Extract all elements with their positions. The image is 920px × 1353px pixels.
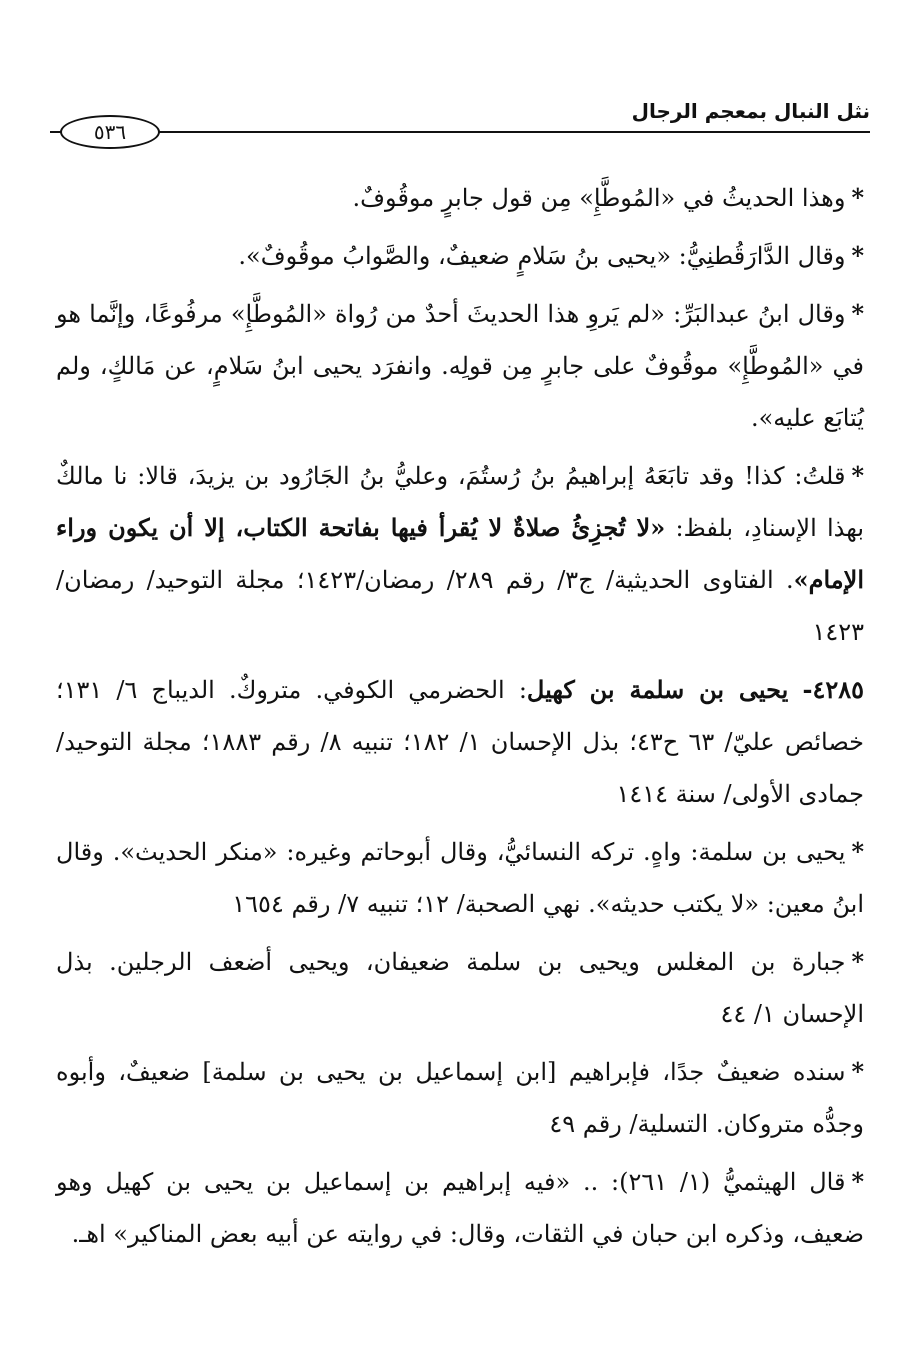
paragraph-6 <box>56 826 864 930</box>
paragraph-text: قال الهيثميُّ (١/ ٢٦١): .. «فيه إبراهيم بن إسماعيل بن يحيى بن كهيل وهو ضعيف، وذكره ابن حبان في الثقات، وقال: في روايته عن أبيه بعض المناكير» اهـ. <box>56 1168 864 1248</box>
narrator-name: يحيى بن سلمة بن كهيل <box>526 675 789 704</box>
paragraph-text: وقال ابنُ عبدالبَرِّ: «لم يَروِ هذا الحديثَ أحدٌ من رُواة «المُوطَّإِ» مرفُوعًا، وإنَّما هو في «المُوطَّإِ» موقُوفٌ على جابرٍ مِن قولِه. وانفرَد يحيى ابنُ سَلامٍ، عن مَالكٍ، ولم يُتابَع عليه». <box>56 300 864 432</box>
paragraph-text: وقال الدَّارَقُطنِيُّ: «يحيى بنُ سَلامٍ ضعيفٌ، والصَّوابُ موقُوفٌ». <box>238 242 846 270</box>
paragraph-text: : الحضرمي الكوفي. متروكٌ. الديباج ٦/ ١٣١؛ خصائص عليّ/ ٦٣ ح٤٣؛ بذل الإحسان ١/ ١٨٢؛ تنبيه ٨/ رقم ١٨٨٣؛ مجلة التوحيد/ جمادى الأولى/ سنة ١٤١٤ <box>56 676 864 808</box>
bullet-star: * <box>851 183 864 212</box>
paragraph-text: وهذا الحديثُ في «المُوطَّإِ» مِن قول جابرٍ موقُوفٌ. <box>352 184 846 212</box>
page-body <box>56 172 864 1266</box>
bullet-star: * <box>851 1167 864 1196</box>
paragraph-7 <box>56 936 864 1040</box>
page-number: ٥٣٦ <box>60 115 160 149</box>
paragraph-text: . الفتاوى الحديثية/ ج٣/ رقم ٢٨٩/ رمضان/١٤٢٣؛ مجلة التوحيد/ رمضان/١٤٢٣ <box>56 566 864 646</box>
bullet-star: * <box>851 1057 865 1086</box>
paragraph-4 <box>56 450 864 658</box>
paragraph-text: جبارة بن المغلس ويحيى بن سلمة ضعيفان، ويحيى أضعف الرجلين. بذل الإحسان ١/ ٤٤ <box>56 948 864 1028</box>
entry-4285 <box>56 664 864 820</box>
bullet-star: * <box>851 947 864 976</box>
paragraph-text: يحيى بن سلمة: واهٍ. تركه النسائيُّ، وقال أبوحاتم وغيره: «منكر الحديث». وقال ابنُ معين: «لا يكتب حديثه». نهي الصحبة/ ١٢؛ تنبيه ٧/ رقم ١٦٥٤ <box>56 838 864 918</box>
hadith-quote: «لا تُجزِئُ صلاةٌ لا يُقرأ فيها بفاتحة الكتاب، إلا أن يكون وراء الإمام» <box>56 513 864 594</box>
bullet-star: * <box>851 299 864 328</box>
paragraph-8 <box>56 1046 864 1150</box>
entry-number: ٤٢٨٥- <box>802 675 864 704</box>
running-title: نثل النبال بمعجم الرجال <box>631 99 870 123</box>
paragraph-1 <box>56 172 864 224</box>
paragraph-9 <box>56 1156 864 1260</box>
paragraph-text: قلتُ: كذا! وقد تابَعَهُ إبراهيمُ بنُ رُستُمَ، وعليُّ بنُ الجَارُود بن يزيدَ، قالا: نا مالكٌ بهذا الإسنادِ، بلفظ: <box>56 462 864 542</box>
paragraph-2 <box>56 230 864 282</box>
bullet-star: * <box>851 241 864 270</box>
paragraph-3 <box>56 288 864 444</box>
header-rule <box>50 131 870 133</box>
page-header <box>50 95 870 145</box>
bullet-star: * <box>851 461 864 490</box>
bullet-star: * <box>851 837 864 866</box>
paragraph-text: سنده ضعيفٌ جدًا، فإبراهيم [ابن إسماعيل بن يحيى بن سلمة] ضعيفٌ، وأبوه وجدُّه متروكان. التسلية/ رقم ٤٩ <box>56 1058 864 1138</box>
